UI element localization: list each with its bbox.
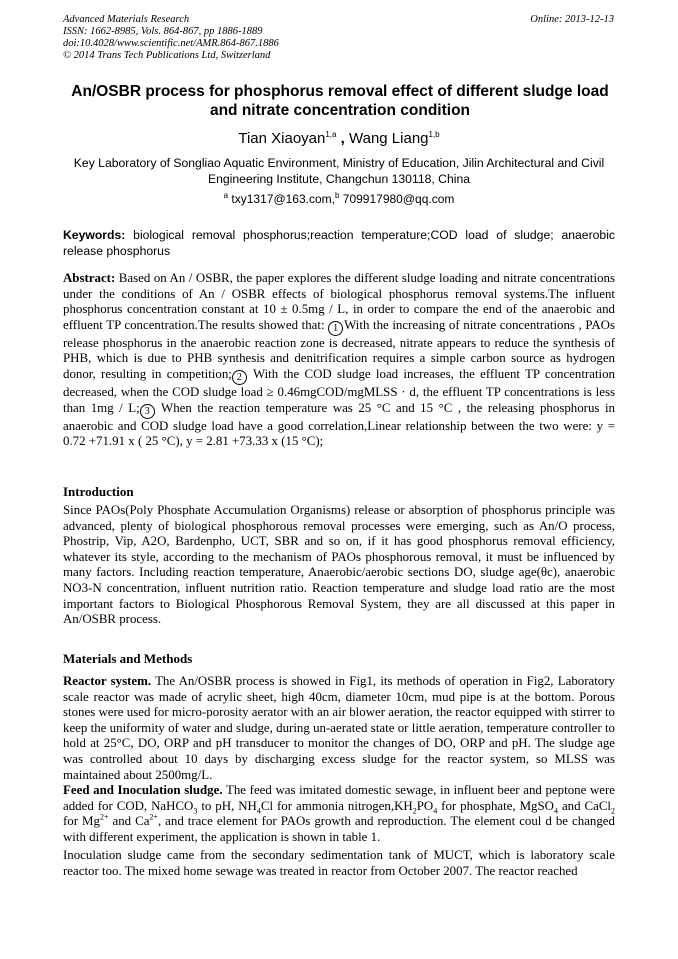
paragraph-text: and CaCl bbox=[557, 798, 612, 813]
author-affil-mark: 1,a bbox=[325, 130, 337, 139]
paragraph-text: to pH, NH bbox=[197, 798, 257, 813]
author-name: Wang Liang bbox=[349, 130, 429, 147]
circled-number: 3 bbox=[140, 404, 155, 419]
subscript: 4 bbox=[553, 806, 558, 816]
running-header bbox=[63, 14, 279, 62]
inoculation-paragraph: Inoculation sludge came from the secondary sedimentation tank of MUCT, which is laboratory scale reactor too. The mixed home sewage was treated in reactor from October 2007. The reactor reached bbox=[63, 848, 615, 878]
paragraph-text: The An/OSBR process is showed in Fig1, its methods of operation in Fig2, Laboratory scale reactor was made of acrylic sheet, high 40cm, diameter 10cm, mud pipe is at the bottom. Porous stones were used for micro-porosity aerator with an air blower aeration, the reactor equipped with stirrer to keep the uniformity of water and sludge, during un-aerated state or little aeration, temperature controller to hold at 25°C, DO, ORP and pH transducer to monitor the changes of DO, ORP and pH. The sludge age was controlled about 10 days by discharging excess sludge for the reactor system, so MLSS was maintained about 2500mg/L. bbox=[63, 674, 615, 782]
email-address: 709917980@qq.com bbox=[339, 192, 455, 206]
subsection-label: Feed and Inoculation sludge. bbox=[63, 783, 223, 797]
paragraph-text: The feed was imitated domestic sewage, in influent beer and peptone were added for COD, NaHCO bbox=[63, 783, 615, 813]
paragraph-text: , and trace element for PAOs growth and reproduction. The element coul d be changed with different experiment, the application is shown in table 1. bbox=[63, 814, 615, 844]
abstract-text: With the COD sludge load increases, the effluent TP concentration decreased, when the COD sludge load ≥ 0.46mgCOD/mgMLSS · d, the effluent TP concentrations is less than 1mg / L; bbox=[63, 366, 616, 415]
email-line bbox=[63, 192, 615, 206]
online-date: Online: 2013-12-13 bbox=[530, 14, 614, 25]
author-affil-mark: 1,b bbox=[428, 130, 440, 139]
copyright-line: © 2014 Trans Tech Publications Ltd, Switzerland bbox=[63, 50, 271, 61]
email-address: txy1317@163.com, bbox=[228, 192, 335, 206]
subscript: 2 bbox=[611, 806, 616, 816]
subsection-label: Reactor system. bbox=[63, 674, 152, 688]
email-mark: b bbox=[334, 191, 340, 200]
paragraph-text: and Ca bbox=[108, 814, 150, 829]
paragraph-text: PO bbox=[416, 798, 434, 813]
paragraph-text: Cl for ammonia nitrogen,KH bbox=[260, 798, 413, 813]
subscript: 2 bbox=[412, 806, 417, 816]
feed-paragraph bbox=[63, 783, 615, 845]
paper-title: An/OSBR process for phosphorus removal effect of different sludge load and nitrate concentration condition bbox=[71, 83, 609, 119]
subscript: 3 bbox=[193, 806, 198, 816]
introduction-paragraph: Since PAOs(Poly Phosphate Accumulation Organisms) release or absorption of phosphorus principle was advanced, plenty of biological phosphorous removal processes were emerging, such as An/O process, Phostrip, Vip, A2O, Bardenpho, UCT, SBR and so on, if it has good phosphorus removal efficiency, whatever its style, according to the mechanism of PAOs phosphorous removal, it must be influenced by many factors. Including reaction temperature, Anaerobic/aerobic sections DO, sludge age(θc), anaerobic NO3-N concentration, influent nutrition ratio. Reaction temperature and sludge load ratio are the most important factors to Biological Phosphorous Removal System, they are all discussed at this paper in An/OSBR process. bbox=[63, 503, 615, 627]
doi-line: doi:10.4028/www.scientific.net/AMR.864-867.1886 bbox=[63, 38, 279, 49]
superscript: 2+ bbox=[149, 812, 158, 822]
affiliation: Key Laboratory of Songliao Aquatic Environment, Ministry of Education, Jilin Architectural and Civil Engineering Institute, Changchun 130118, China bbox=[73, 156, 605, 186]
superscript: 2+ bbox=[99, 812, 109, 822]
author-line bbox=[63, 130, 615, 147]
abstract-label: Abstract: bbox=[63, 271, 116, 285]
section-heading-methods: Materials and Methods bbox=[63, 651, 193, 666]
abstract-text: With the increasing of nitrate concentrations , PAOs release phosphorus in the anaerobic reaction zone is decreased, nitrate appears to reduce the synthesis of PHB, which is due to PHB synthesis and denitrification requires a simple carbon source as hydrogen donor, resulting in competition; bbox=[63, 317, 615, 381]
section-heading-introduction: Introduction bbox=[63, 484, 134, 499]
issn-line: ISSN: 1662-8985, Vols. 864-867, pp 1886-1889 bbox=[63, 26, 263, 37]
author-separator: , bbox=[336, 130, 349, 147]
journal-name: Advanced Materials Research bbox=[63, 14, 190, 25]
keywords bbox=[63, 227, 615, 259]
subscript: 4 bbox=[433, 806, 438, 816]
author-name: Tian Xiaoyan bbox=[238, 130, 326, 147]
abstract bbox=[63, 271, 615, 450]
circled-number: 1 bbox=[328, 321, 343, 336]
email-mark: a bbox=[223, 191, 229, 200]
abstract-text: When the reaction temperature was 25 °C and 15 °C , the releasing phosphorus in anaerobic and COD sludge load have a good correlation,Linear relationship between the two were: y = 0.72 +71.91 x ( 25 °C), y = 2.81 +73.33 x (15 °C); bbox=[63, 400, 615, 449]
paragraph-text: for phosphate, MgSO bbox=[437, 798, 554, 813]
keywords-label: Keywords: bbox=[63, 228, 126, 242]
subscript: 4 bbox=[256, 806, 261, 816]
keywords-text: biological removal phosphorus;reaction temperature;COD load of sludge; anaerobic release phosphorus bbox=[63, 228, 615, 258]
abstract-text: Based on An / OSBR, the paper explores the different sludge loading and nitrate concentrations under the conditions of An / OSBR effects of biological phosphorus removal systems.The influent phosphorus concentration constant at 10 ± 0.5mg / L, in order to compare the end of the anaerobic and effluent TP concentration.The results showed that: bbox=[63, 271, 615, 332]
paragraph-text: for Mg bbox=[63, 814, 100, 829]
circled-number: 2 bbox=[232, 370, 247, 385]
reactor-system-paragraph bbox=[63, 674, 615, 783]
